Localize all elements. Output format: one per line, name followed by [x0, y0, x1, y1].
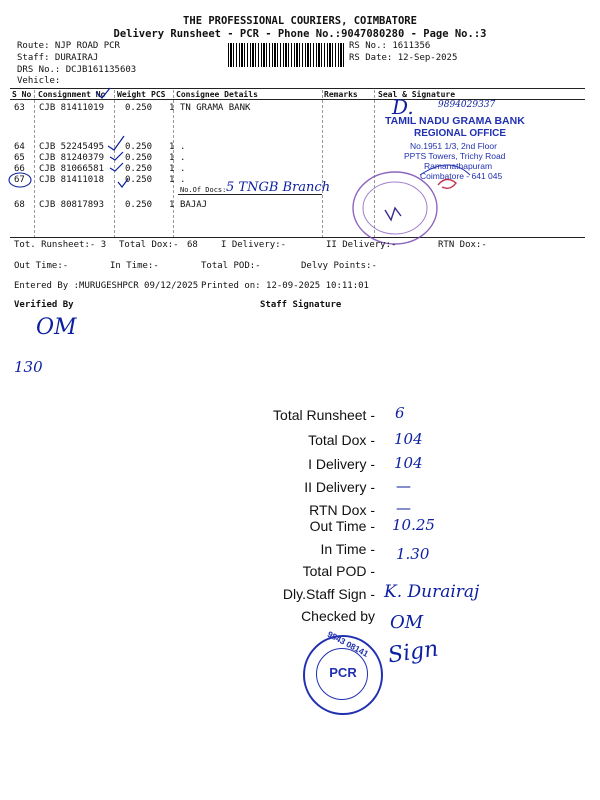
row-weight: 0.250: [125, 175, 153, 185]
pcr-stamp-center: PCR: [329, 665, 357, 680]
row-consignee: .: [180, 142, 186, 152]
summary-value: —: [396, 499, 411, 517]
checked-signature: Sign: [386, 636, 440, 669]
col-seal-signature: Seal & Signature: [378, 90, 456, 99]
signature-d: D.: [392, 95, 414, 119]
rs-date: RS Date: 12-Sep-2025: [349, 53, 458, 63]
row-consignee: BAJAJ: [180, 200, 208, 210]
summary-label: Total POD -: [302, 563, 375, 579]
i-delivery: I Delivery:-: [221, 240, 287, 250]
staff-text: Staff: DURAIRAJ: [17, 53, 99, 63]
stamp-address-3: Ramanathapuram: [424, 161, 493, 171]
summary-label: Checked by: [301, 608, 375, 624]
summary-label: II Delivery -: [304, 479, 375, 495]
company-title: THE PROFESSIONAL COURIERS, COIMBATORE: [183, 15, 417, 27]
row-sno: 65: [14, 153, 25, 163]
route-text: Route: NJP ROAD PCR: [17, 41, 120, 51]
row-consignment: CJB 81066581: [39, 164, 105, 174]
row-consignment: CJB 52245495: [39, 142, 105, 152]
check-icon: [118, 179, 128, 187]
col-consignee: Consignee Details: [176, 90, 258, 99]
col-consignment: Consignment No: [38, 90, 106, 99]
in-time: In Time:-: [110, 261, 159, 271]
summary-value: —: [396, 477, 411, 495]
summary-label: Total Runsheet -: [273, 407, 375, 423]
stamp-address-2: PPTS Towers, Trichy Road: [404, 151, 506, 161]
row-consignee: .: [180, 153, 186, 163]
summary-value: 104: [394, 430, 423, 448]
delvy-points: Delvy Points:-: [301, 261, 377, 271]
ii-delivery: II Delivery:-: [326, 240, 397, 250]
summary-value: 6: [395, 404, 405, 422]
stamp-address-1: No.1951 1/3, 2nd Floor: [410, 141, 497, 151]
summary-label: I Delivery -: [308, 456, 375, 472]
summary-value: 1.30: [396, 545, 430, 563]
row-consignment: CJB 80817893: [39, 200, 105, 210]
row-sno: 66: [14, 164, 25, 174]
summary-label: Out Time -: [309, 518, 375, 534]
summary-value: 104: [394, 454, 423, 472]
check-icon: [96, 88, 110, 98]
printed-on: Printed on: 12-09-2025 10:11:01: [201, 281, 369, 291]
runsheet-subtitle: Delivery Runsheet - PCR - Phone No.:9047080280 - Page No.:3: [113, 28, 487, 40]
stamp-address-4: Coimbatore - 641 045: [420, 171, 503, 181]
summary-value: OM: [390, 612, 424, 633]
summary-label: RTN Dox -: [309, 502, 375, 518]
initials-handwriting: OM: [36, 315, 77, 340]
row-consignment: CJB 81411018: [39, 175, 105, 185]
row-pcs: 1: [169, 164, 175, 174]
check-icon: [110, 152, 123, 160]
summary-label: Dly.Staff Sign -: [282, 586, 375, 602]
pcr-stamp-ring-text: 9843 08141: [325, 628, 371, 659]
branch-handwriting: 5 TNGB Branch: [226, 180, 331, 195]
out-time: Out Time:-: [14, 261, 69, 271]
row-weight: 0.250: [125, 153, 153, 163]
row-sno: 67: [14, 175, 25, 185]
col-weight: Weight: [117, 90, 146, 99]
row-weight: 0.250: [125, 142, 153, 152]
row-sno: 64: [14, 142, 25, 152]
stamp-handwritten-number: 9894029337: [438, 100, 496, 110]
col-pcs: PCS: [151, 90, 166, 99]
verified-by: Verified By: [14, 300, 74, 310]
check-icon: [110, 163, 123, 171]
stamp-office: REGIONAL OFFICE: [414, 128, 507, 139]
row-pcs: 1: [169, 175, 175, 185]
row-sno: 68: [14, 200, 25, 210]
vehicle-text: Vehicle:: [17, 76, 61, 86]
drs-number: DRS No.: DCJB161135603: [17, 65, 137, 75]
summary-label: In Time -: [320, 541, 375, 557]
col-sno: S No: [12, 90, 32, 99]
row-pcs: 1: [169, 142, 175, 152]
row-pcs: 1: [169, 153, 175, 163]
summary-value: 10.25: [392, 516, 435, 534]
total-dox-label: Total Dox:-: [119, 240, 179, 250]
round-seal: [320, 140, 503, 250]
row-consignee: .: [180, 164, 186, 174]
row-weight: 0.250: [125, 103, 153, 113]
summary-label: Total Dox -: [308, 432, 375, 448]
row-consignment: CJB 81411019: [39, 103, 105, 113]
left-number-handwriting: 130: [14, 358, 43, 376]
rtn-dox: RTN Dox:-: [438, 240, 487, 250]
total-runsheet: Tot. Runsheet:- 3: [14, 240, 107, 250]
circle-mark: [9, 173, 31, 187]
row-pcs: 1: [169, 103, 175, 113]
row-weight: 0.250: [125, 200, 153, 210]
total-pod: Total POD:-: [201, 261, 261, 271]
row-consignee: .: [180, 175, 186, 185]
col-remarks: Remarks: [324, 90, 358, 99]
rs-number: RS No.: 1611356: [349, 41, 431, 51]
total-dox-value: 68: [187, 240, 198, 250]
row-pcs: 1: [169, 200, 175, 210]
row-consignee: TN GRAMA BANK: [180, 103, 251, 113]
row-weight: 0.250: [125, 164, 153, 174]
row-consignment: CJB 81240379: [39, 153, 105, 163]
pcr-stamp: [303, 628, 383, 715]
staff-signature: Staff Signature: [260, 300, 342, 310]
entered-by: Entered By :MURUGESHPCR 09/12/2025: [14, 281, 199, 291]
docs-note: No.Of Docs:: [180, 186, 227, 194]
row-sno: 63: [14, 103, 25, 113]
stamp-bank-name: TAMIL NADU GRAMA BANK: [385, 115, 525, 127]
summary-value: K. Durairaj: [384, 582, 480, 602]
check-icon: [108, 136, 124, 150]
